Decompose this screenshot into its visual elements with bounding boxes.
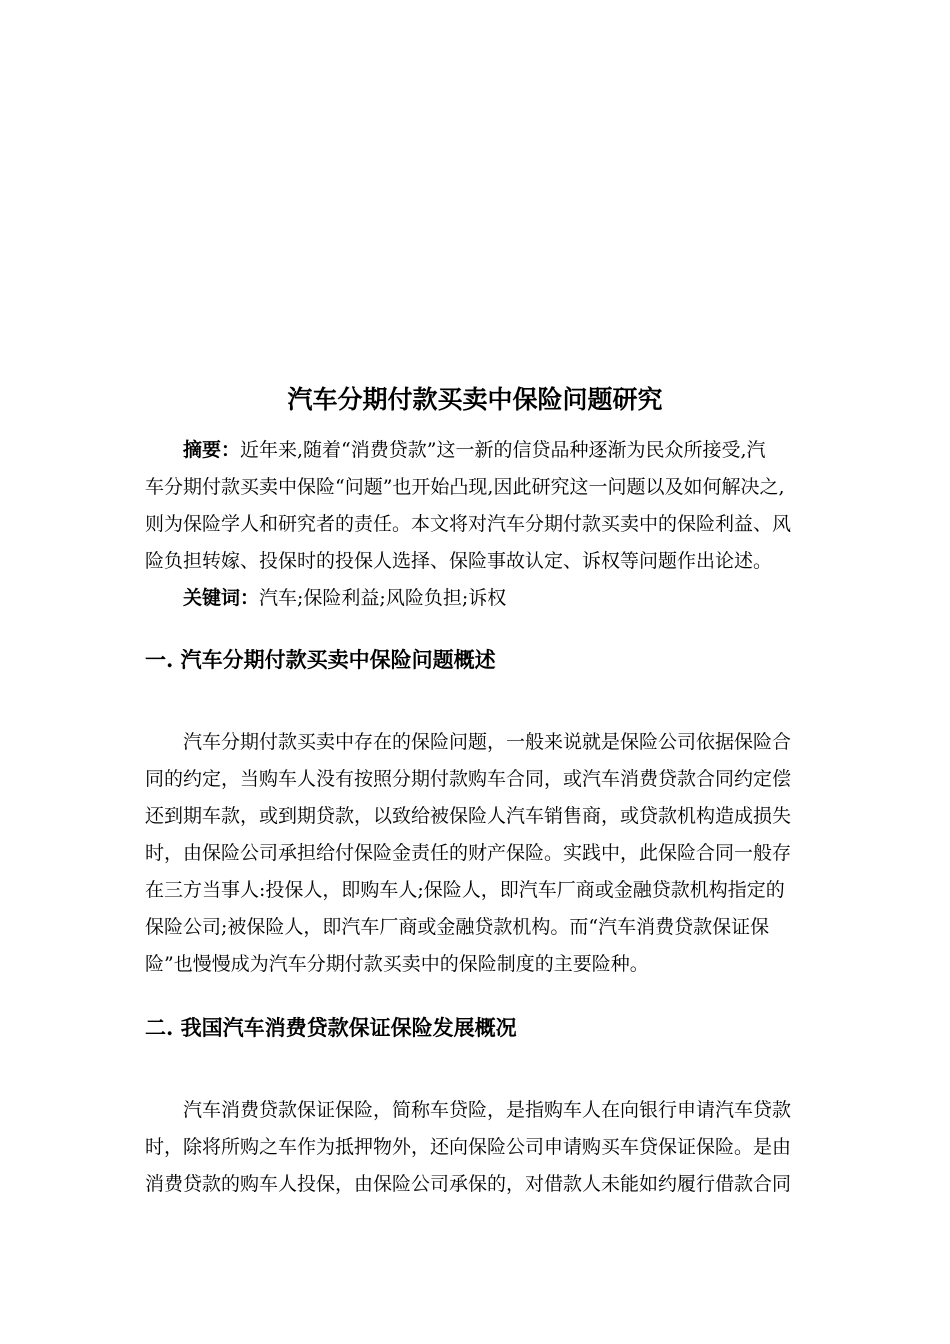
body-line: 同的约定，当购车人没有按照分期付款购车合同，或汽车消费贷款合同约定偿 [145,768,792,790]
abstract-label: 摘要： [183,439,241,461]
abstract-line: 车分期付款买卖中保险“问题”也开始凸现,因此研究这一问题以及如何解决之, [145,476,785,498]
abstract-line [145,432,807,469]
abstract-text: 近年来,随着“消费贷款”这一新的信贷品种逐渐为民众所接受,汽 [240,439,766,461]
body-line: 汽车分期付款买卖中存在的保险问题，一般来说就是保险公司依据保险合 [183,731,792,753]
body-line: 保险公司;被保险人，即汽车厂商或金融贷款机构。而“汽车消费贷款保证保 [145,916,770,938]
body-line: 在三方当事人:投保人，即购车人;保险人，即汽车厂商或金融贷款机构指定的 [145,879,785,901]
section-heading-1: 一. 汽车分期付款买卖中保险问题概述 [145,647,496,672]
body-line: 汽车消费贷款保证保险，简称车贷险，是指购车人在向银行申请汽车贷款 [183,1099,792,1121]
section-1-body [145,724,807,983]
abstract [145,432,807,580]
abstract-line: 则为保险学人和研究者的责任。本文将对汽车分期付款买卖中的保险利益、风 [145,513,792,535]
keywords [145,580,807,617]
body-line: 时，由保险公司承担给付保险金责任的财产保险。实践中，此保险合同一般存 [145,842,792,864]
keywords-text: 汽车;保险利益;风险负担;诉权 [259,587,507,609]
body-line: 还到期车款，或到期贷款，以致给被保险人汽车销售商，或贷款机构造成损失 [145,805,792,827]
keywords-line [145,580,807,617]
document-title: 汽车分期付款买卖中保险问题研究 [287,385,663,414]
section-2-body [145,1092,807,1203]
keywords-label: 关键词： [183,587,260,609]
section-heading-2: 二. 我国汽车消费贷款保证保险发展概况 [145,1015,517,1040]
body-line: 险”也慢慢成为汽车分期付款买卖中的保险制度的主要险种。 [145,953,649,975]
body-line: 时，除将所购之车作为抵押物外，还向保险公司申请购买车贷保证保险。是由 [145,1136,792,1158]
body-line: 消费贷款的购车人投保，由保险公司承保的，对借款人未能如约履行借款合同 [145,1173,792,1195]
abstract-line: 险负担转嫁、投保时的投保人选择、保险事故认定、诉权等问题作出论述。 [145,550,773,572]
